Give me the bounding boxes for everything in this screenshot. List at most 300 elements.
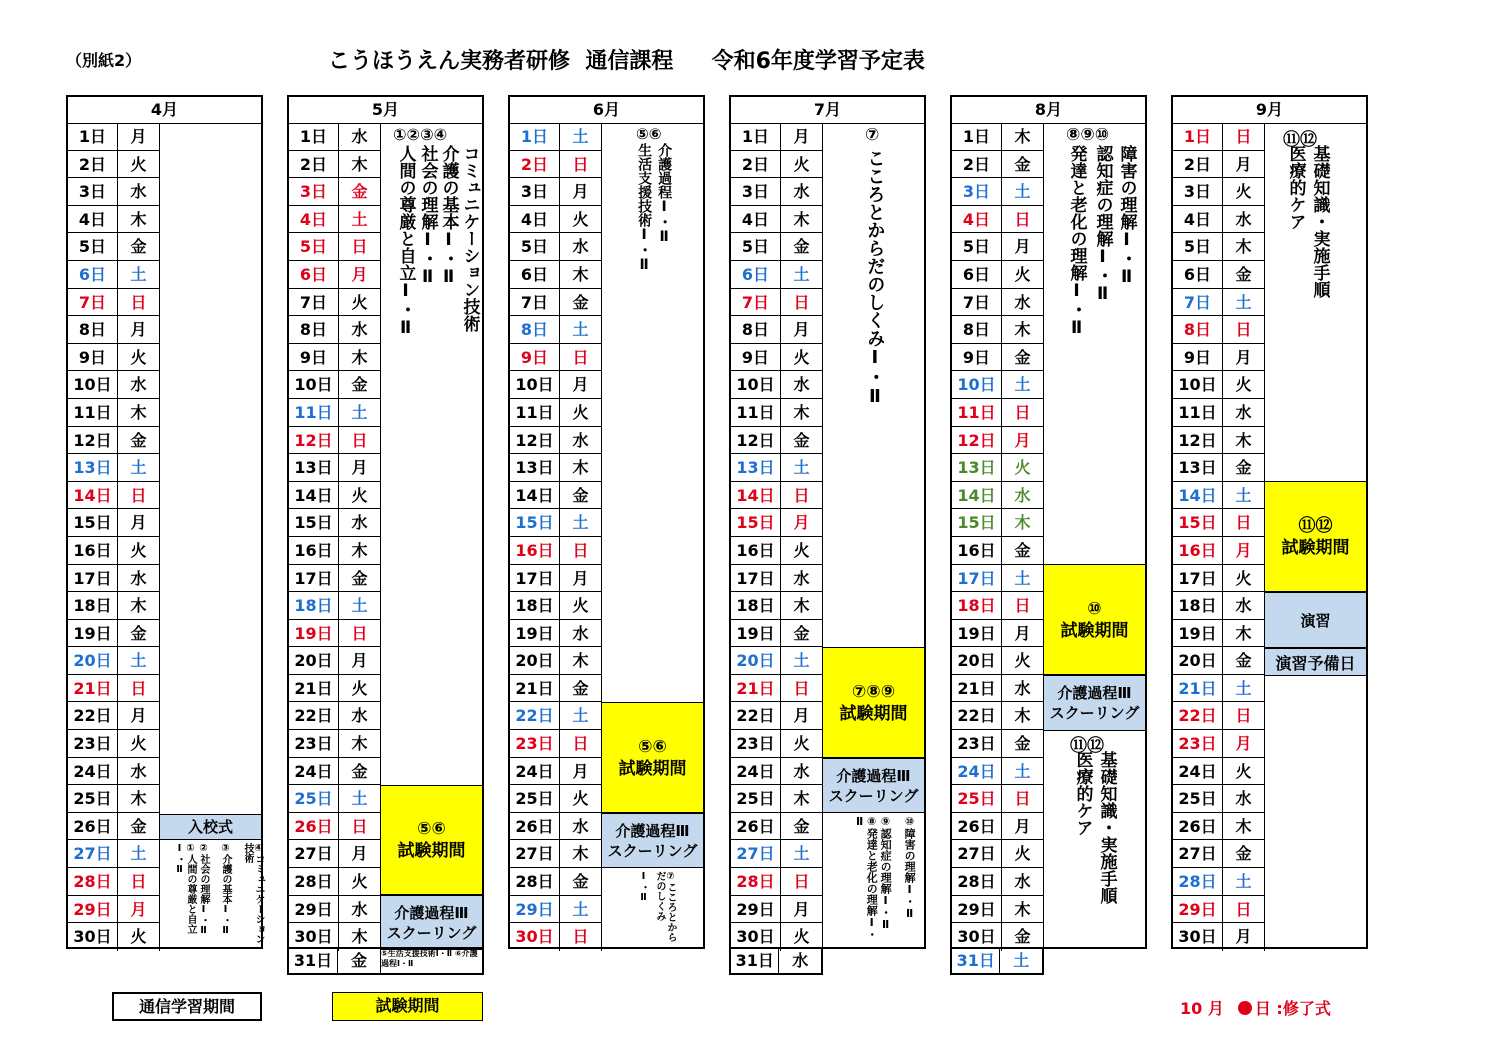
day-number: 29日 [68, 896, 118, 923]
weekday: 日 [1223, 316, 1265, 343]
subject-medical-knowledge: 基礎知識・実施手順 [1096, 751, 1117, 904]
day-number: 26日 [510, 813, 560, 840]
day-row [289, 896, 381, 924]
circle-icon [1238, 1001, 1252, 1015]
day-row [952, 813, 1044, 841]
day-number: 25日 [952, 785, 1002, 812]
day-row [510, 702, 602, 730]
weekday: 土 [560, 123, 602, 150]
day-number: 23日 [952, 730, 1002, 757]
day-number: 22日 [289, 702, 339, 729]
weekday: 火 [1002, 840, 1044, 867]
weekday: 土 [1002, 758, 1044, 785]
subject-dignity: 人間の尊厳と自立Ⅰ・Ⅱ [395, 145, 416, 338]
day-row [1173, 316, 1265, 344]
day-row [68, 482, 160, 510]
day-row [510, 233, 602, 261]
day-number: 23日 [1173, 730, 1223, 757]
notes-august [1044, 123, 1145, 947]
day-row [952, 840, 1044, 868]
schooling-label: スクーリング [828, 786, 919, 805]
day-number: 5日 [510, 233, 560, 260]
jul-31 [729, 947, 823, 975]
subject-medical-knowledge: 基礎知識・実施手順 [1309, 145, 1330, 298]
day-row [952, 537, 1044, 565]
weekday: 日 [118, 868, 160, 895]
weekday: 火 [118, 730, 160, 757]
day-number: 7日 [510, 289, 560, 316]
weekday: 日 [1223, 509, 1265, 536]
day-row [289, 316, 381, 344]
day-number: 18日 [952, 592, 1002, 619]
day-number: 30日 [1173, 923, 1223, 951]
weekday: 金 [781, 233, 823, 260]
day-row [289, 813, 381, 841]
day-number: 5日 [289, 233, 339, 260]
day-number: 19日 [1173, 620, 1223, 647]
day-number: 5日 [952, 233, 1002, 260]
weekday: 木 [1223, 813, 1265, 840]
weekday: 金 [1223, 454, 1265, 481]
weekday: 土 [118, 454, 160, 481]
legend-exam-period: 試験期間 [332, 992, 483, 1021]
weekday: 金 [781, 620, 823, 647]
weekday: 水 [781, 758, 823, 785]
day-row [731, 785, 823, 813]
weekday: 金 [338, 949, 381, 973]
day-number: 18日 [68, 592, 118, 619]
day-row [952, 620, 1044, 648]
day-row [68, 454, 160, 482]
aug-31 [950, 947, 1044, 975]
weekday: 日 [781, 868, 823, 895]
day-number: 6日 [731, 261, 781, 288]
weekday: 木 [1223, 427, 1265, 454]
day-row [1173, 151, 1265, 179]
day-row [289, 233, 381, 261]
day-row [289, 785, 381, 813]
day-number: 20日 [289, 647, 339, 674]
apr-subject-2: ②社会の理解Ⅰ・Ⅱ [198, 843, 209, 936]
day-row [1173, 730, 1265, 758]
day-row [1173, 123, 1265, 151]
weekday: 金 [1223, 647, 1265, 674]
day-number: 15日 [1173, 509, 1223, 536]
practice [1265, 592, 1366, 648]
day-row [731, 592, 823, 620]
day-number: 29日 [1173, 896, 1223, 923]
weekday: 月 [118, 509, 160, 536]
weekday: 木 [1002, 896, 1044, 923]
subject-numbers: ⑧⑨⑩ [1066, 125, 1110, 145]
subject-care-basics: 介護の基本Ⅰ・Ⅱ [438, 145, 459, 287]
weekday: 水 [1002, 482, 1044, 509]
page-title: こうほうえん実務者研修 通信課程 令和6年度学習予定表 [328, 49, 925, 74]
day-number: 16日 [1173, 537, 1223, 564]
day-number: 21日 [68, 675, 118, 702]
day-number: 28日 [510, 868, 560, 895]
day-row [952, 206, 1044, 234]
day-number: 8日 [952, 316, 1002, 343]
day-number: 19日 [952, 620, 1002, 647]
jul-subject-8: ⑧発達と老化の理解Ⅰ・Ⅱ [853, 815, 879, 940]
weekday: 火 [339, 675, 381, 702]
day-column [68, 123, 160, 951]
schooling-label: 介護過程Ⅲ [836, 766, 911, 785]
day-number: 18日 [510, 592, 560, 619]
graduation-note [1180, 996, 1331, 1019]
exam-period-56 [381, 785, 482, 895]
day-number: 7日 [731, 289, 781, 316]
weekday: 日 [560, 344, 602, 371]
day-number: 3日 [510, 178, 560, 205]
day-number: 21日 [510, 675, 560, 702]
weekday: 水 [339, 123, 381, 150]
weekday: 金 [339, 371, 381, 398]
day-number: 22日 [952, 702, 1002, 729]
day-number: 25日 [731, 785, 781, 812]
day-number: 16日 [510, 537, 560, 564]
day-number: 3日 [68, 178, 118, 205]
weekday: 金 [1002, 151, 1044, 178]
day-row [289, 565, 381, 593]
day-row [952, 785, 1044, 813]
weekday: 水 [1002, 289, 1044, 316]
apr-subject-3: ③介護の基本Ⅰ・Ⅱ [220, 843, 231, 936]
weekday: 金 [560, 482, 602, 509]
day-number: 15日 [289, 509, 339, 536]
weekday: 日 [1002, 785, 1044, 812]
day-row [68, 261, 160, 289]
weekday: 土 [1223, 289, 1265, 316]
day-number: 1日 [1173, 123, 1223, 150]
weekday: 土 [1002, 565, 1044, 592]
day-row [510, 647, 602, 675]
day-row [731, 868, 823, 896]
weekday: 木 [339, 923, 381, 951]
weekday: 月 [560, 758, 602, 785]
schooling-may [381, 895, 482, 950]
day-row [952, 151, 1044, 179]
day-number: 12日 [510, 427, 560, 454]
may-subject-5: ⑤生活支援技術Ⅰ・Ⅱ [381, 949, 453, 958]
day-row [289, 592, 381, 620]
day-row [952, 261, 1044, 289]
day-row [1173, 758, 1265, 786]
day-row [510, 565, 602, 593]
day-row [952, 123, 1044, 151]
weekday: 日 [781, 675, 823, 702]
weekday: 火 [560, 206, 602, 233]
day-number: 9日 [1173, 344, 1223, 371]
day-row [952, 482, 1044, 510]
weekday: 日 [118, 482, 160, 509]
schooling-label: スクーリング [1049, 704, 1140, 722]
day-number: 15日 [68, 509, 118, 536]
day-number: 29日 [731, 896, 781, 923]
day-row [289, 537, 381, 565]
weekday: 木 [781, 592, 823, 619]
day-row [1173, 702, 1265, 730]
day-row [289, 620, 381, 648]
weekday: 月 [1223, 151, 1265, 178]
day-number: 15日 [952, 509, 1002, 536]
day-number: 9日 [68, 344, 118, 371]
day-row [1173, 454, 1265, 482]
day-column [510, 123, 602, 951]
weekday: 水 [339, 316, 381, 343]
weekday: 日 [1002, 592, 1044, 619]
weekday: 水 [1223, 206, 1265, 233]
weekday: 木 [118, 592, 160, 619]
weekday: 水 [560, 233, 602, 260]
day-number: 3日 [952, 178, 1002, 205]
day-number: 12日 [68, 427, 118, 454]
day-number: 30日 [952, 923, 1002, 951]
weekday: 日 [1223, 123, 1265, 150]
day-row [731, 702, 823, 730]
day-row [68, 813, 160, 841]
weekday: 日 [1002, 399, 1044, 426]
day-number: 11日 [1173, 399, 1223, 426]
practice-reserve [1265, 648, 1366, 676]
weekday: 火 [118, 923, 160, 951]
day-number: 15日 [731, 509, 781, 536]
schooling-august [1044, 675, 1145, 731]
day-number: 10日 [731, 371, 781, 398]
weekday: 土 [339, 592, 381, 619]
weekday: 水 [560, 620, 602, 647]
day-number: 14日 [731, 482, 781, 509]
day-number: 17日 [952, 565, 1002, 592]
day-row [952, 454, 1044, 482]
day-number: 29日 [952, 896, 1002, 923]
weekday: 日 [1223, 702, 1265, 729]
weekday: 金 [118, 813, 160, 840]
weekday: 木 [1002, 123, 1044, 150]
day-row [1173, 289, 1265, 317]
day-number: 1日 [289, 123, 339, 150]
day-row [289, 344, 381, 372]
weekday: 木 [339, 537, 381, 564]
exam-number: ⑩ [1087, 598, 1102, 619]
day-row [68, 371, 160, 399]
day-number: 27日 [289, 840, 339, 867]
day-row [1173, 565, 1265, 593]
exam-label: 試験期間 [839, 703, 908, 724]
day-column [952, 123, 1044, 951]
weekday: 木 [781, 206, 823, 233]
weekday: 日 [118, 675, 160, 702]
day-number: 19日 [731, 620, 781, 647]
weekday: 土 [118, 840, 160, 867]
weekday: 金 [339, 178, 381, 205]
day-number: 26日 [952, 813, 1002, 840]
day-number: 12日 [289, 427, 339, 454]
weekday: 木 [118, 785, 160, 812]
exam-period-1112 [1265, 481, 1366, 592]
day-row [68, 592, 160, 620]
weekday: 日 [560, 923, 602, 951]
weekday: 火 [1002, 647, 1044, 674]
weekday: 月 [339, 454, 381, 481]
day-row [68, 316, 160, 344]
weekday: 水 [118, 758, 160, 785]
day-number: 9日 [731, 344, 781, 371]
day-number: 8日 [289, 316, 339, 343]
entrance-ceremony [160, 814, 261, 840]
exam-period-56 [602, 702, 703, 813]
practice-label: 演習 [1300, 611, 1331, 630]
weekday: 金 [560, 868, 602, 895]
weekday: 水 [792, 951, 809, 970]
day-number: 7日 [68, 289, 118, 316]
day-row [1173, 813, 1265, 841]
day-row [510, 261, 602, 289]
day-row [731, 206, 823, 234]
weekday: 金 [1002, 730, 1044, 757]
day-number: 2日 [289, 151, 339, 178]
day-number: 4日 [731, 206, 781, 233]
weekday: 金 [560, 675, 602, 702]
day-row [952, 509, 1044, 537]
day-number: 25日 [510, 785, 560, 812]
weekday: 月 [1223, 344, 1265, 371]
day-row [510, 399, 602, 427]
day-number: 26日 [68, 813, 118, 840]
day-number: 23日 [68, 730, 118, 757]
day-row [289, 289, 381, 317]
day-row [510, 454, 602, 482]
day-number: 27日 [68, 840, 118, 867]
weekday: 木 [1223, 233, 1265, 260]
weekday: 月 [339, 647, 381, 674]
day-number: 28日 [731, 868, 781, 895]
weekday: 火 [1223, 178, 1265, 205]
exam-label: 試験期間 [1060, 620, 1129, 641]
day-row [731, 509, 823, 537]
day-row [1173, 785, 1265, 813]
day-row [510, 840, 602, 868]
weekday: 水 [1002, 868, 1044, 895]
day-number: 29日 [510, 896, 560, 923]
day-number: 30日 [68, 923, 118, 951]
day-number: 24日 [952, 758, 1002, 785]
notes-may [381, 123, 482, 947]
weekday: 金 [781, 813, 823, 840]
entrance-label: 入校式 [187, 818, 233, 836]
jul-subject-10: ⑩障害の理解Ⅰ・Ⅱ [903, 815, 917, 920]
subject-communication: コミュニケーション技術 [459, 145, 480, 332]
day-row [68, 868, 160, 896]
day-row [68, 289, 160, 317]
day-row [731, 730, 823, 758]
day-row [68, 565, 160, 593]
day-row [952, 592, 1044, 620]
subject-life-support: 生活支援技術Ⅰ・Ⅱ [636, 143, 653, 273]
weekday: 月 [1223, 537, 1265, 564]
schooling-label: スクーリング [607, 841, 698, 860]
day-number: 5日 [1173, 233, 1223, 260]
day-number: 3日 [731, 178, 781, 205]
day-row [731, 896, 823, 924]
day-row [68, 178, 160, 206]
weekday: 水 [118, 371, 160, 398]
weekday: 火 [118, 537, 160, 564]
day-number: 9日 [289, 344, 339, 371]
weekday: 土 [560, 702, 602, 729]
day-row [510, 620, 602, 648]
day-row [510, 371, 602, 399]
day-row [289, 702, 381, 730]
apr-subject-4: ④コミュニケーション技術 [242, 843, 264, 944]
day-number: 27日 [1173, 840, 1223, 867]
day-row [510, 427, 602, 455]
day-row [68, 702, 160, 730]
weekday: 金 [1002, 344, 1044, 371]
day-row [1173, 923, 1265, 951]
weekday: 火 [339, 289, 381, 316]
notes-july [823, 123, 924, 947]
weekday: 木 [118, 399, 160, 426]
weekday: 日 [339, 813, 381, 840]
weekday: 月 [1223, 730, 1265, 757]
exam-number: ⑪⑫ [1298, 515, 1333, 536]
subject-care-process: 介護過程Ⅰ・Ⅱ [656, 143, 673, 245]
weekday: 金 [1002, 537, 1044, 564]
day-number: 8日 [68, 316, 118, 343]
day-row [510, 509, 602, 537]
notes-september [1265, 123, 1366, 947]
weekday: 火 [560, 399, 602, 426]
notes-june [602, 123, 703, 947]
day-row [289, 206, 381, 234]
day-number: 22日 [68, 702, 118, 729]
day-number: 11日 [510, 399, 560, 426]
day-number: 13日 [952, 454, 1002, 481]
day-row [731, 427, 823, 455]
weekday: 火 [560, 592, 602, 619]
day-row [510, 868, 602, 896]
month-june [508, 95, 705, 949]
day-number: 21日 [952, 675, 1002, 702]
exam-period-789 [823, 647, 924, 758]
day-row [289, 178, 381, 206]
weekday: 土 [339, 785, 381, 812]
day-column [1173, 123, 1265, 951]
day-number: 14日 [510, 482, 560, 509]
day-row [952, 178, 1044, 206]
weekday: 火 [1223, 371, 1265, 398]
day-row [1173, 427, 1265, 455]
weekday: 木 [560, 647, 602, 674]
day-number: 18日 [289, 592, 339, 619]
day-number: 16日 [289, 537, 339, 564]
day-number: 11日 [952, 399, 1002, 426]
day-row [289, 123, 381, 151]
day-number: 25日 [1173, 785, 1223, 812]
day-number: 21日 [1173, 675, 1223, 702]
day-number: 10日 [510, 371, 560, 398]
weekday: 木 [1223, 620, 1265, 647]
day-row [510, 675, 602, 703]
weekday: 月 [781, 509, 823, 536]
day-number: 28日 [68, 868, 118, 895]
day-number: 10日 [289, 371, 339, 398]
subject-medical-care: 医療的ケア [1072, 751, 1093, 836]
day-number: 25日 [68, 785, 118, 812]
subject-aging: 発達と老化の理解Ⅰ・Ⅱ [1066, 145, 1087, 338]
